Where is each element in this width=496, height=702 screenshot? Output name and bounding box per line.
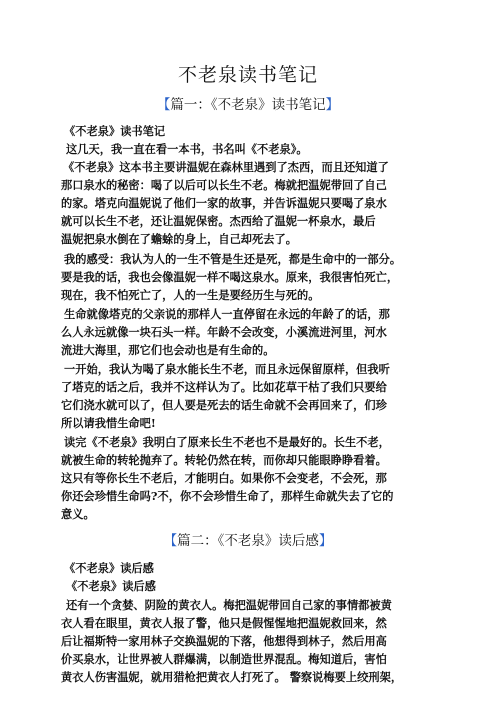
section-1-line: 《不老泉》读书笔记 [64, 124, 166, 138]
section-1-line: 我的感受：我认为人的一生不管是生还是死，都是生命中的一部分。 [64, 252, 402, 266]
section-1-line: 读完《不老泉》我明白了原来长生不老也不是最好的。长生不老， [64, 435, 390, 449]
section-2-label: 篇二：《不老泉》读后感 [177, 533, 319, 549]
section-1-line: 的家。塔克向温妮说了他们一家的故事，并告诉温妮只要喝了泉水 [61, 196, 387, 210]
document-title: 不老泉读书笔记 [177, 64, 318, 86]
section-1-line: 就可以长生不老，还让温妮保密。杰西给了温妮一杯泉水，最后 [61, 214, 376, 228]
section-1-close-bracket: 】 [325, 97, 340, 113]
section-1-line: 它们浇水就可以了，但人要是死去的话生命就不会再回来了，们珍 [61, 398, 387, 412]
section-1-line: 生命就像塔克的父亲说的那样人一直停留在永远的年龄了的话，那 [64, 307, 390, 321]
section-2-heading [0, 529, 496, 549]
section-2-line: 《不老泉》读后感 [64, 561, 154, 575]
section-2-line: 还有一个贪婪、阴险的黄衣人。梅把温妮带回自己家的事情都被黄 [66, 598, 392, 612]
section-1-line: 一开始，我认为喝了泉水能长生不老，而且永远保留原样，但我听 [64, 362, 390, 376]
section-1-heading [0, 93, 496, 113]
section-2-open-bracket: 【 [163, 533, 178, 549]
section-1-line: 那口泉水的秘密：喝了以后可以长生不老。梅就把温妮带回了自己 [61, 178, 387, 192]
section-2-line: 黄衣人伤害温妮，就用猎枪把黄衣人打死了。 警察说梅要上绞刑架， [61, 670, 403, 684]
section-1-line: 么人永远就像一块石头一样。年龄不会改变，小溪流进河里，河水 [61, 325, 387, 339]
section-2-close-bracket: 】 [318, 533, 333, 549]
section-1-line: 了塔克的话之后，我并不这样认为了。比如花草干枯了我们只要给 [61, 380, 387, 394]
section-1-line: 现在，我不怕死亡了，人的一生是要经历生与死的。 [61, 288, 320, 302]
section-2-line: 衣人看在眼里，黄衣人报了警，他只是假惺惺地把温妮救回来，然 [61, 616, 387, 630]
section-1-line: 所以请我惜生命吧! [61, 416, 156, 430]
section-2-line: 《不老泉》读后感 [66, 579, 156, 593]
section-1-line: 要是我的话，我也会像温妮一样不喝这泉水。原来，我很害怕死亡， [61, 270, 399, 284]
section-1-line: 温妮把泉水倒在了蟾蜍的身上，自己却死去了。 [61, 232, 297, 246]
section-2-line: 价买泉水，让世界被人群爆满，以制造世界混乱。梅知道后，害怕 [61, 652, 387, 666]
section-1-open-bracket: 【 [156, 97, 171, 113]
section-1-line: 流进大海里，那它们也会动也是有生命的。 [61, 343, 275, 357]
section-1-line: 意义。 [61, 507, 95, 521]
section-1-line: 就被生命的转轮抛弃了。转轮仍然在转，而你却只能眼睁睁看着。 [61, 453, 387, 467]
section-1-line: 你还会珍惜生命吗?不，你不会珍惜生命了，那样生命就失去了它的 [61, 489, 394, 503]
section-2-line: 后让福斯特一家用林子交换温妮的下落，他想得到林子，然后用高 [61, 634, 387, 648]
section-1-line: 这几天，我一直在看一本书，书名叫《不老泉》。 [66, 142, 308, 156]
section-1-label: 篇一：《不老泉》读书笔记 [170, 97, 326, 113]
section-1-line: 《不老泉》这本书主要讲温妮在森林里遇到了杰西，而且还知道了 [63, 160, 389, 174]
section-1-line: 这只有等你长生不老后，才能明白。如果你不会变老，不会死，那 [61, 471, 387, 485]
